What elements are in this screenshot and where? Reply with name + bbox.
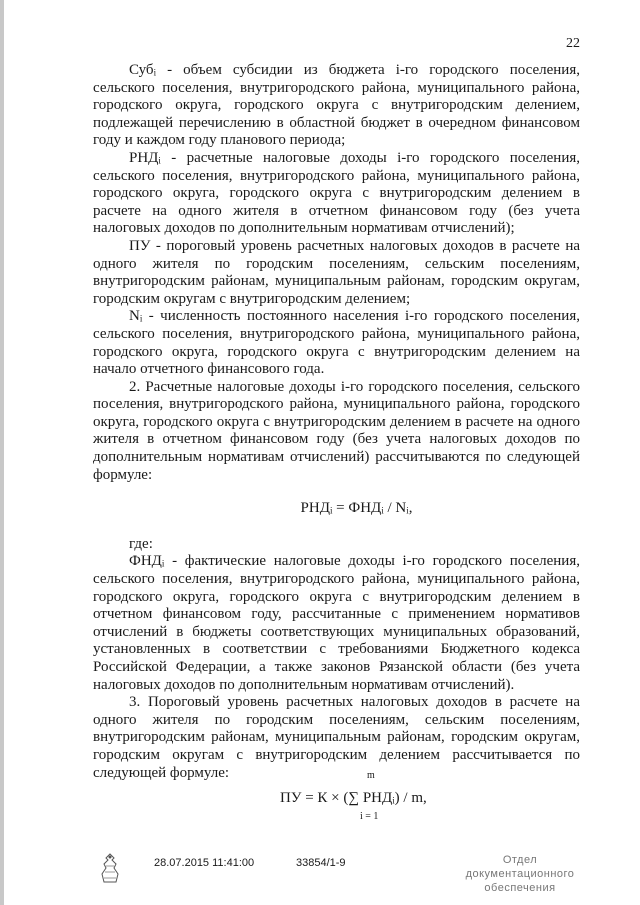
stamp-line-2: обеспечения <box>484 882 556 894</box>
footer-date: 28.07.2015 11:41:00 <box>154 857 255 869</box>
department-stamp <box>450 853 590 895</box>
stamp-line-1: Отдел документационного <box>465 854 575 880</box>
document-body <box>93 62 580 782</box>
paragraph-ni: Nᵢ - численность постоянного населения i-го городского поселения, сельского поселения, внутригородского района, муниципального района, городского округа, городского округа с внутригородским делением на начало отчетного финансового года. <box>93 308 580 378</box>
paragraph-item-3: 3. Пороговый уровень расчетных налоговых доходов в расчете на одного жителя по городским поселениям, сельским поселениям, внутригородским районам, муниципальным районам, городским округам, городским округам с внутригородским делением рассчитывается по следующей формуле: <box>93 694 580 781</box>
sum-upper-limit: m <box>367 770 375 781</box>
formula-rnd: РНДᵢ = ФНДᵢ / Nᵢ, <box>300 500 413 517</box>
scan-edge <box>0 0 4 905</box>
formula-pu <box>280 770 427 822</box>
paragraph-sub: Субᵢ - объем субсидии из бюджета i-го городского поселения, сельского поселения, внутригородского района, муниципального района, городского округа, городского округа с внутригородским делением, подлежащей перечислению в областной бюджет в очередном финансовом году и каждом году планового периода; <box>93 62 580 149</box>
paragraph-pu: ПУ - пороговый уровень расчетных налоговых доходов в расчете на одного жителя по городским поселениям, сельским поселениям, внутригородским районам, муниципальным районам, городским округам, городским округам с внутригородским делением; <box>93 237 580 307</box>
paragraph-fnd: ФНДᵢ - фактические налоговые доходы i-го городского поселения, сельского поселения, внутригородского района, муниципального района, городского округа, городского округа с внутригородским делением в отчетном финансовом году, рассчитанные с применением нормативов отчислений в бюджеты соответствующих муниципальных образований, установленных в соответствии с требованиями Бюджетного кодекса Российской Федерации, а также законов Рязанской области (без учета налоговых доходов по дополнительным нормативам отчислений). <box>93 553 580 693</box>
footer-doc-number: 33854/1-9 <box>296 857 346 869</box>
sum-lower-limit: i = 1 <box>360 811 379 822</box>
page-number: 22 <box>566 36 580 51</box>
paragraph-rnd: РНДᵢ - расчетные налоговые доходы i-го городского поселения, сельского поселения, внутригородского района, муниципального района, городского округа, городского округа с внутригородским делением в расчете на одного жителя в отчетном финансовом году (без учета налоговых доходов по дополнительным нормативам отчислений); <box>93 149 580 237</box>
formula-pu-main: ПУ = К × (∑ РНДᵢ) / m, <box>280 790 427 806</box>
coat-of-arms-icon <box>96 852 124 886</box>
where-label: где: <box>129 535 153 552</box>
paragraph-item-2: 2. Расчетные налоговые доходы i-го городского поселения, сельского поселения, внутригородского района, муниципального района, городского округа, городского округа с внутригородским делением в расчете на одного жителя в отчетном финансовом году (без учета налоговых доходов по дополнительным нормативам отчислений) рассчитываются по следующей формуле: <box>93 378 580 483</box>
